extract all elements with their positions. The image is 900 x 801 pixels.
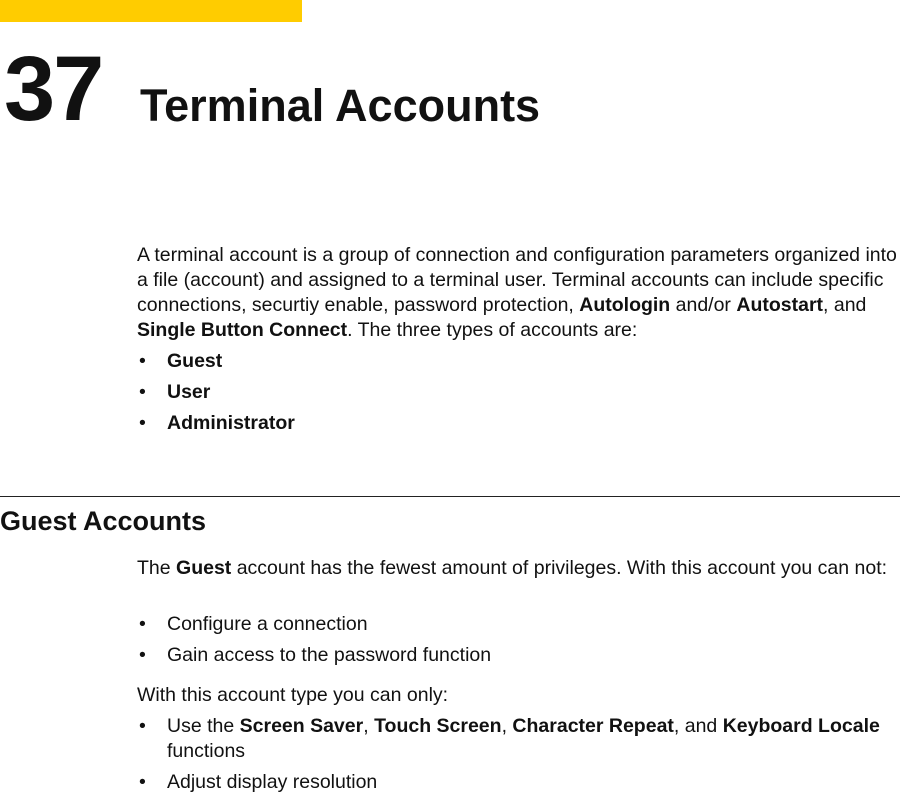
list-item bbox=[137, 380, 899, 405]
list-item-text: Gain access to the password function bbox=[167, 644, 492, 666]
list-item bbox=[137, 643, 899, 668]
guest-text: account has the fewest amount of privileges. With this account you can not: bbox=[231, 557, 888, 579]
account-types-list bbox=[137, 349, 899, 442]
bullet-icon: • bbox=[139, 613, 146, 635]
list-item bbox=[137, 714, 899, 764]
account-type-user: User bbox=[167, 381, 211, 403]
bullet-icon: • bbox=[139, 381, 146, 403]
chapter-number: 37 bbox=[4, 38, 103, 140]
list-item bbox=[137, 349, 899, 374]
section-divider bbox=[0, 496, 900, 497]
guest-term: Guest bbox=[176, 557, 232, 579]
guest-text: The bbox=[137, 557, 177, 579]
guest-only-intro: With this account type you can only: bbox=[137, 684, 449, 706]
keyboard-locale-term: Keyboard Locale bbox=[722, 715, 880, 737]
screen-saver-term: Screen Saver bbox=[239, 715, 364, 737]
account-type-guest: Guest bbox=[167, 350, 223, 372]
bullet-icon: • bbox=[139, 771, 146, 793]
bullet-icon: • bbox=[139, 644, 146, 666]
guest-cannot-list bbox=[137, 612, 899, 674]
guest-can-list bbox=[137, 714, 899, 801]
chapter-title: Terminal Accounts bbox=[140, 80, 541, 131]
bullet-icon: • bbox=[139, 715, 146, 737]
list-item-text: , and bbox=[673, 715, 723, 737]
list-item bbox=[137, 612, 899, 637]
intro-text: A terminal account is a group of connection and configuration parameters organized into a file (account) and assigned to a terminal user. Terminal accounts can include specific connections, securtiy enable, password protection, bbox=[137, 244, 897, 316]
bullet-icon: • bbox=[139, 412, 146, 434]
single-button-connect-term: Single Button Connect bbox=[137, 319, 348, 341]
guest-description bbox=[137, 556, 899, 581]
list-item-text: functions bbox=[167, 740, 246, 762]
section-heading: Guest Accounts bbox=[0, 506, 207, 536]
list-item-text: , bbox=[363, 715, 375, 737]
list-item-text: Configure a connection bbox=[167, 613, 368, 635]
account-type-administrator: Administrator bbox=[167, 412, 295, 434]
bullet-icon: • bbox=[139, 350, 146, 372]
chapter-color-bar bbox=[0, 0, 302, 22]
list-item bbox=[137, 411, 899, 436]
list-item-text: , bbox=[501, 715, 513, 737]
intro-text: and/or bbox=[670, 294, 737, 316]
autologin-term: Autologin bbox=[579, 294, 671, 316]
autostart-term: Autostart bbox=[736, 294, 824, 316]
character-repeat-term: Character Repeat bbox=[512, 715, 674, 737]
intro-text: , and bbox=[823, 294, 867, 316]
list-item bbox=[137, 770, 899, 795]
intro-text: . The three types of accounts are: bbox=[347, 319, 638, 341]
touch-screen-term: Touch Screen bbox=[374, 715, 502, 737]
list-item-text: Adjust display resolution bbox=[167, 771, 378, 793]
list-item-text: Use the bbox=[167, 715, 240, 737]
intro-paragraph bbox=[137, 243, 899, 343]
